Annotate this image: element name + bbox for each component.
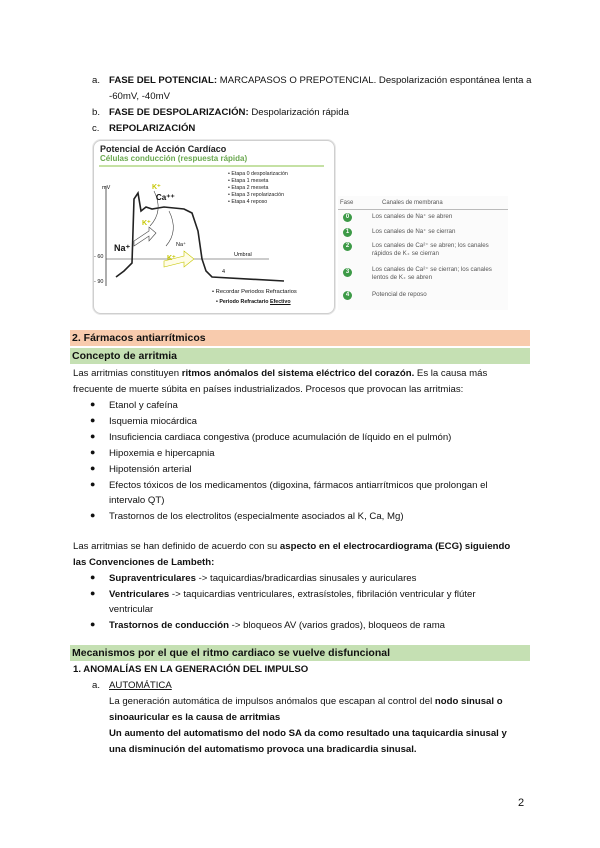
ion-na-small: Na⁺ bbox=[176, 242, 186, 248]
figure-footer-2 bbox=[216, 299, 291, 305]
automatica-p1b: nodo sinusal o bbox=[434, 696, 503, 707]
umbral-label: Umbral bbox=[234, 252, 252, 258]
ecg-line-2 bbox=[73, 556, 214, 569]
stage-legend-item: • Etapa 3 repolarización bbox=[228, 192, 285, 198]
bullet-icon: ● bbox=[90, 572, 96, 582]
cause-item: Trastornos de los electrolitos (especialmente asociados al K, Ca, Mg) bbox=[109, 511, 404, 522]
figure-subtitle: Células conducción (respuesta rápida) bbox=[100, 154, 248, 163]
automatica-p1 bbox=[109, 695, 503, 708]
ecg-text-1b: aspecto en el electrocardiograma (ECG) siguiendo bbox=[279, 541, 511, 552]
type-item-text: -> taquicardias ventriculares, extrasístoles, fibrilación ventricular y flúter bbox=[169, 589, 476, 600]
ion-k-1: K⁺ bbox=[152, 184, 161, 191]
automatica-p4 bbox=[109, 743, 417, 756]
table-divider bbox=[338, 209, 508, 210]
type-item bbox=[109, 572, 416, 585]
stage-legend-item: • Etapa 4 reposo bbox=[228, 199, 268, 205]
row-text-cont: rápidos de K₊ se cierran bbox=[372, 250, 439, 257]
intro-text-1c: Es la causa más bbox=[414, 368, 488, 379]
ecg-text-1a: Las arritmias se han definido de acuerdo con su bbox=[73, 541, 280, 552]
list-item-b bbox=[109, 106, 349, 119]
stage-legend-item: • Etapa 0 despolarización bbox=[228, 171, 288, 177]
arritmia-subheading bbox=[70, 348, 530, 364]
bullet-icon: ● bbox=[90, 447, 96, 457]
mechanisms-heading-text: Mecanismos por el que el ritmo cardiaco se vuelve disfuncional bbox=[72, 647, 391, 659]
section-2-heading-text: 2. Fármacos antiarrítmicos bbox=[72, 332, 206, 344]
cause-item: Insuficiencia cardiaca congestiva (produce acumulación de líquido en el pulmón) bbox=[109, 432, 452, 443]
list-item-a-marker: a. bbox=[92, 75, 101, 86]
automatica-p2-text: sinoauricular es la causa de arritmias bbox=[109, 712, 281, 723]
bullet-icon: ● bbox=[90, 463, 96, 473]
row-text: Potencial de reposo bbox=[372, 291, 427, 298]
section-2-heading bbox=[70, 330, 530, 346]
cause-item: Efectos tóxicos de los medicamentos (digoxina, fármacos antiarrítmicos que prolongan el bbox=[109, 480, 488, 491]
footer-2-text: • Periodo Refractario bbox=[216, 299, 270, 305]
bullet-icon: ● bbox=[90, 399, 96, 409]
page-number: 2 bbox=[518, 797, 525, 809]
type-item-text: -> bloqueos AV (varios grados), bloqueos de rama bbox=[228, 620, 446, 631]
bullet-icon: ● bbox=[90, 619, 96, 629]
y-tick-90: - 90 bbox=[94, 279, 104, 285]
row-text-cont: lentos de K₊ se abren bbox=[372, 274, 433, 281]
automatica-p3 bbox=[109, 727, 507, 740]
intro-line-2: frecuente de muerte súbita en países industrializados. Procesos que provocan las arritmias: bbox=[73, 384, 464, 395]
membrane-channels-table bbox=[338, 196, 508, 310]
cause-item: Hipoxemia e hipercapnia bbox=[109, 448, 215, 459]
list-item-c-bold: REPOLARIZACIÓN bbox=[109, 123, 196, 134]
type-item-text: -> taquicardias/bradicardias sinusales y auriculares bbox=[195, 573, 417, 584]
ion-na: Na⁺ bbox=[114, 243, 131, 253]
type-item bbox=[109, 588, 476, 601]
phase-badge: 4 bbox=[343, 291, 352, 300]
ion-ca: Ca⁺⁺ bbox=[156, 193, 175, 202]
list-item-a bbox=[109, 74, 531, 87]
intro-line-1 bbox=[73, 367, 487, 380]
automatica-title: AUTOMÁTICA bbox=[109, 680, 172, 691]
ecg-line-1 bbox=[73, 540, 510, 553]
list-item-b-bold: FASE DE DESPOLARIZACIÓN: bbox=[109, 107, 249, 118]
phase-badge: 2 bbox=[343, 242, 352, 251]
list-item-a-text: MARCAPASOS O PREPOTENCIAL. Despolarización espontánea lenta a bbox=[217, 75, 532, 86]
type-item-cont: ventricular bbox=[109, 604, 154, 615]
figure-title: Potencial de Acción Cardíaco bbox=[100, 144, 227, 154]
automatica-p1a: La generación automática de impulsos anómalos que escapan al control del bbox=[109, 696, 435, 707]
row-text: Los canales de Na⁺ se cierran bbox=[372, 228, 456, 235]
type-item-bold: Ventriculares bbox=[109, 589, 170, 600]
col-canales-header: Canales de membrana bbox=[382, 200, 443, 206]
cause-item: Etanol y cafeína bbox=[109, 400, 178, 411]
cause-item: Isquemia miocárdica bbox=[109, 416, 197, 427]
bullet-icon: ● bbox=[90, 415, 96, 425]
type-item-bold: Supraventriculares bbox=[109, 573, 196, 584]
phase-4-label: 4 bbox=[222, 269, 226, 275]
figure-footer-1: • Recordar Periodos Refractarios bbox=[212, 289, 297, 295]
stage-legend-item: • Etapa 1 meseta bbox=[228, 178, 269, 184]
stage-legend-item: • Etapa 2 meseta bbox=[228, 185, 269, 191]
row-text: Los canales de Na⁺ se abren bbox=[372, 213, 453, 220]
automatica-p4-text: una disminución del automatismo provoca una bradicardia sinusal. bbox=[109, 744, 417, 755]
bullet-icon: ● bbox=[90, 510, 96, 520]
list-item-c bbox=[109, 122, 195, 135]
intro-text-1b: ritmos anómalos del sistema eléctrico del corazón. bbox=[181, 368, 415, 379]
footer-2-underlined: Efectivo bbox=[269, 299, 291, 305]
phase-badge: 3 bbox=[343, 268, 352, 277]
bullet-icon: ● bbox=[90, 588, 96, 598]
type-item-bold: Trastornos de conducción bbox=[109, 620, 229, 631]
intro-text-1a: Las arritmias constituyen bbox=[73, 368, 182, 379]
cause-item: Hipotensión arterial bbox=[109, 464, 192, 475]
stage-legend bbox=[228, 171, 288, 206]
cause-item-cont: intervalo QT) bbox=[109, 495, 165, 506]
mechanisms-heading bbox=[70, 645, 530, 661]
automatica-p3-text: Un aumento del automatismo del nodo SA da como resultado una taquicardia sinusal y bbox=[109, 728, 507, 739]
automatica-marker: a. bbox=[92, 680, 101, 691]
ion-k-3: K⁺ bbox=[167, 255, 176, 262]
phase-badge: 0 bbox=[343, 213, 352, 222]
anomalias-heading bbox=[73, 663, 308, 676]
row-text: Los canales de Ca²⁺ se cierran; los canales bbox=[372, 266, 492, 273]
ion-k-2: K⁺ bbox=[142, 220, 151, 227]
list-item-a-bold: FASE DEL POTENCIAL: bbox=[109, 75, 218, 86]
row-text: Los canales de Ca²⁺ se abren; los canales bbox=[372, 242, 489, 249]
action-potential-graph bbox=[94, 141, 334, 313]
y-unit-label: mV bbox=[102, 185, 111, 191]
bullet-icon: ● bbox=[90, 479, 96, 489]
anomalias-heading-text: 1. ANOMALÍAS EN LA GENERACIÓN DEL IMPULSO bbox=[73, 664, 309, 675]
automatica-p2 bbox=[109, 711, 280, 724]
phase-badge: 1 bbox=[343, 228, 352, 237]
y-tick-60: - 60 bbox=[94, 254, 104, 260]
bullet-icon: ● bbox=[90, 431, 96, 441]
arritmia-subheading-text: Concepto de arritmia bbox=[72, 350, 178, 362]
list-item-c-marker: c. bbox=[92, 123, 100, 134]
list-item-b-text: Despolarización rápida bbox=[248, 107, 349, 118]
list-item-a-cont: -60mV, -40mV bbox=[109, 91, 170, 102]
action-potential-figure bbox=[93, 140, 335, 314]
col-fase-header: Fase bbox=[340, 200, 354, 206]
list-item-b-marker: b. bbox=[92, 107, 101, 118]
ecg-text-2: las Convenciones de Lambeth: bbox=[73, 557, 215, 568]
type-item bbox=[109, 619, 445, 632]
